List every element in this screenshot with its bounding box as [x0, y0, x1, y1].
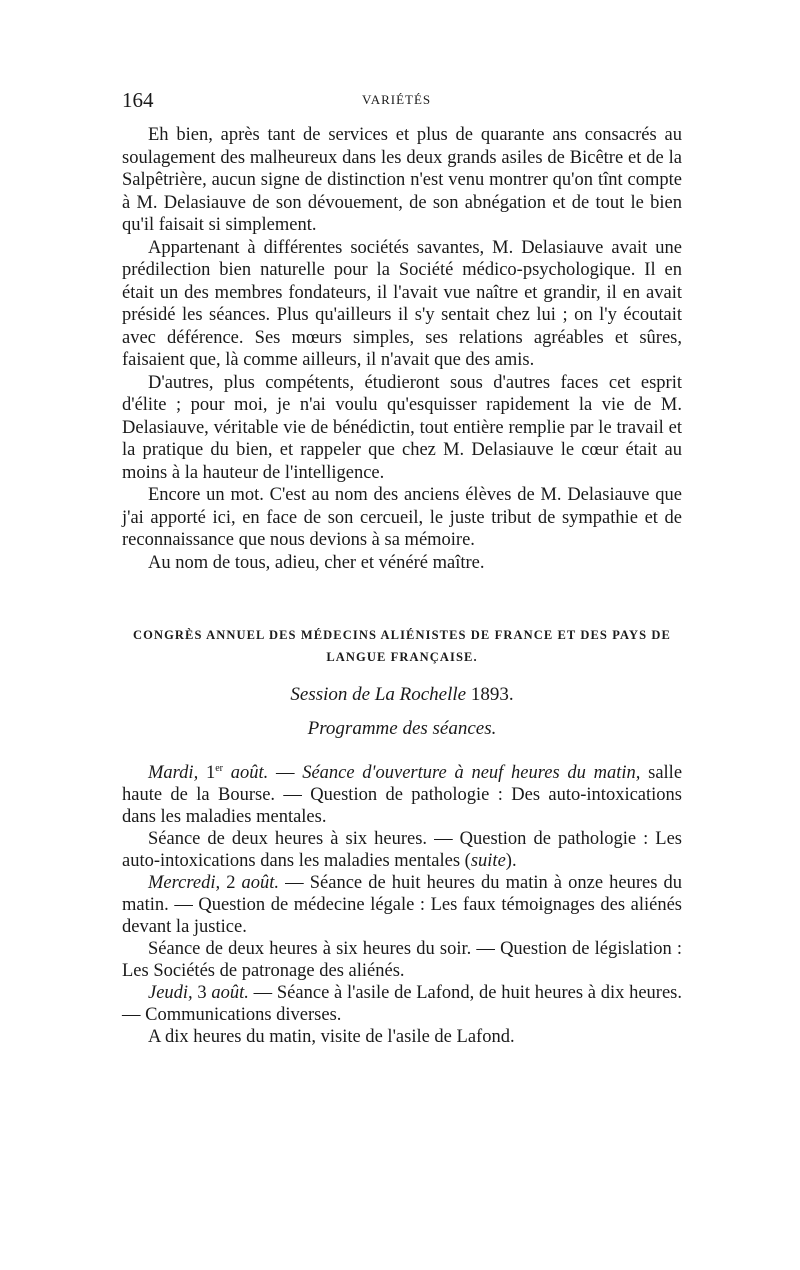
date-number: 3 — [197, 983, 207, 1003]
section-title: CONGRÈS ANNUEL DES MÉDECINS ALIÉNISTES DE FRANCE ET DES PAYS DE LANGUE FRANÇAISE. — [133, 628, 671, 664]
paragraph: Encore un mot. C'est au nom des anciens élèves de M. Delasiauve que j'ai apporté ici, en face de son cercueil, le juste tribut de sympathie et de reconnaissance que nous devions à sa mémoire. — [122, 485, 682, 550]
date-month: août. — [230, 763, 269, 783]
page-body — [122, 124, 682, 1048]
schedule-text: Séance de deux heures à six heures. — Question de pathologie : Les auto-intoxications dans les maladies mentales ( — [122, 829, 682, 871]
schedule-text: — Séance de huit heures du matin à onze heures du matin. — Question de médecine légale : Les faux témoignages des aliénés devant la justice. — [122, 873, 682, 937]
schedule-item: A dix heures du matin, visite de l'asile de Lafond. — [148, 1027, 515, 1047]
paragraph: Appartenant à différentes sociétés savantes, M. Delasiauve avait une prédilection bien naturelle pour la Société médico-psychologique. Il en était un des membres fondateurs, il l'avait vue naître et grandir, il en avait présidé les séances. Plus qu'ailleurs il s'y sentait chez lui ; on l'y écoutait avec déférence. Ses mœurs simples, ses relations agréables et sûres, faisaient que, là comme ailleurs, il n'avait que des amis. — [122, 237, 682, 370]
page-number: 164 — [122, 88, 154, 112]
dash: — — [275, 763, 295, 783]
schedule-text: — Séance à l'asile de Lafond, de huit heures à dix heures. — Communications diverses. — [122, 983, 682, 1025]
date-month: août. — [211, 983, 249, 1003]
day-name: Mardi, — [148, 763, 199, 783]
date-number: 1 — [205, 763, 216, 783]
schedule-item — [122, 828, 682, 872]
date-number: 2 — [226, 873, 236, 893]
schedule-item: Séance de deux heures à six heures du soir. — Question de législation : Les Sociétés de patronage des aliénés. — [122, 939, 682, 981]
paragraph: D'autres, plus compétents, étudieront sous d'autres faces cet esprit d'élite ; pour moi, je n'ai voulu qu'esquisser rapidement la vie de M. Delasiauve, véritable vie de bénédictin, tout entière remplie par le travail et la pratique du bien, et rappeler que chez M. Delasiauve le cœur était au moins à la hauteur de l'intelligence. — [122, 372, 682, 483]
paragraph: Au nom de tous, adieu, cher et vénéré maître. — [148, 552, 485, 573]
date-month: août. — [241, 873, 280, 893]
schedule-item — [122, 982, 682, 1026]
schedule-text-end: ). — [505, 851, 517, 871]
session-heading — [122, 682, 682, 708]
day-name: Jeudi, — [148, 983, 193, 1003]
italic-phrase: Séance d'ouverture à neuf heures du matin, — [302, 763, 641, 783]
paragraph: Eh bien, après tant de services et plus de quarante ans consacrés au soulagement des malheureux dans les deux grands asiles de Bicêtre et de la Salpêtrière, aucun signe de distinction n'est venu montrer qu'on tînt compte à M. Delasiauve de son dévouement, de son abnégation et de tout le bien qu'il faisait si simplement. — [122, 125, 682, 235]
schedule-item — [122, 872, 682, 938]
programme-heading: Programme des séances. — [307, 718, 497, 739]
day-name: Mercredi, — [148, 873, 221, 893]
schedule-item — [122, 758, 682, 828]
heading-spacer — [122, 742, 682, 758]
session-year: 1893. — [470, 684, 514, 705]
schedule-text: salle haute de la Bourse. — Question de pathologie : Des auto-intoxications dans les maladies mentales. — [122, 763, 683, 827]
running-title: VARIÉTÉS — [362, 92, 432, 107]
date-ordinal: er — [215, 763, 223, 774]
session-name: Session de La Rochelle — [290, 684, 467, 705]
page-header — [122, 88, 682, 118]
section-spacer — [122, 574, 682, 624]
italic-word: suite — [470, 851, 506, 871]
